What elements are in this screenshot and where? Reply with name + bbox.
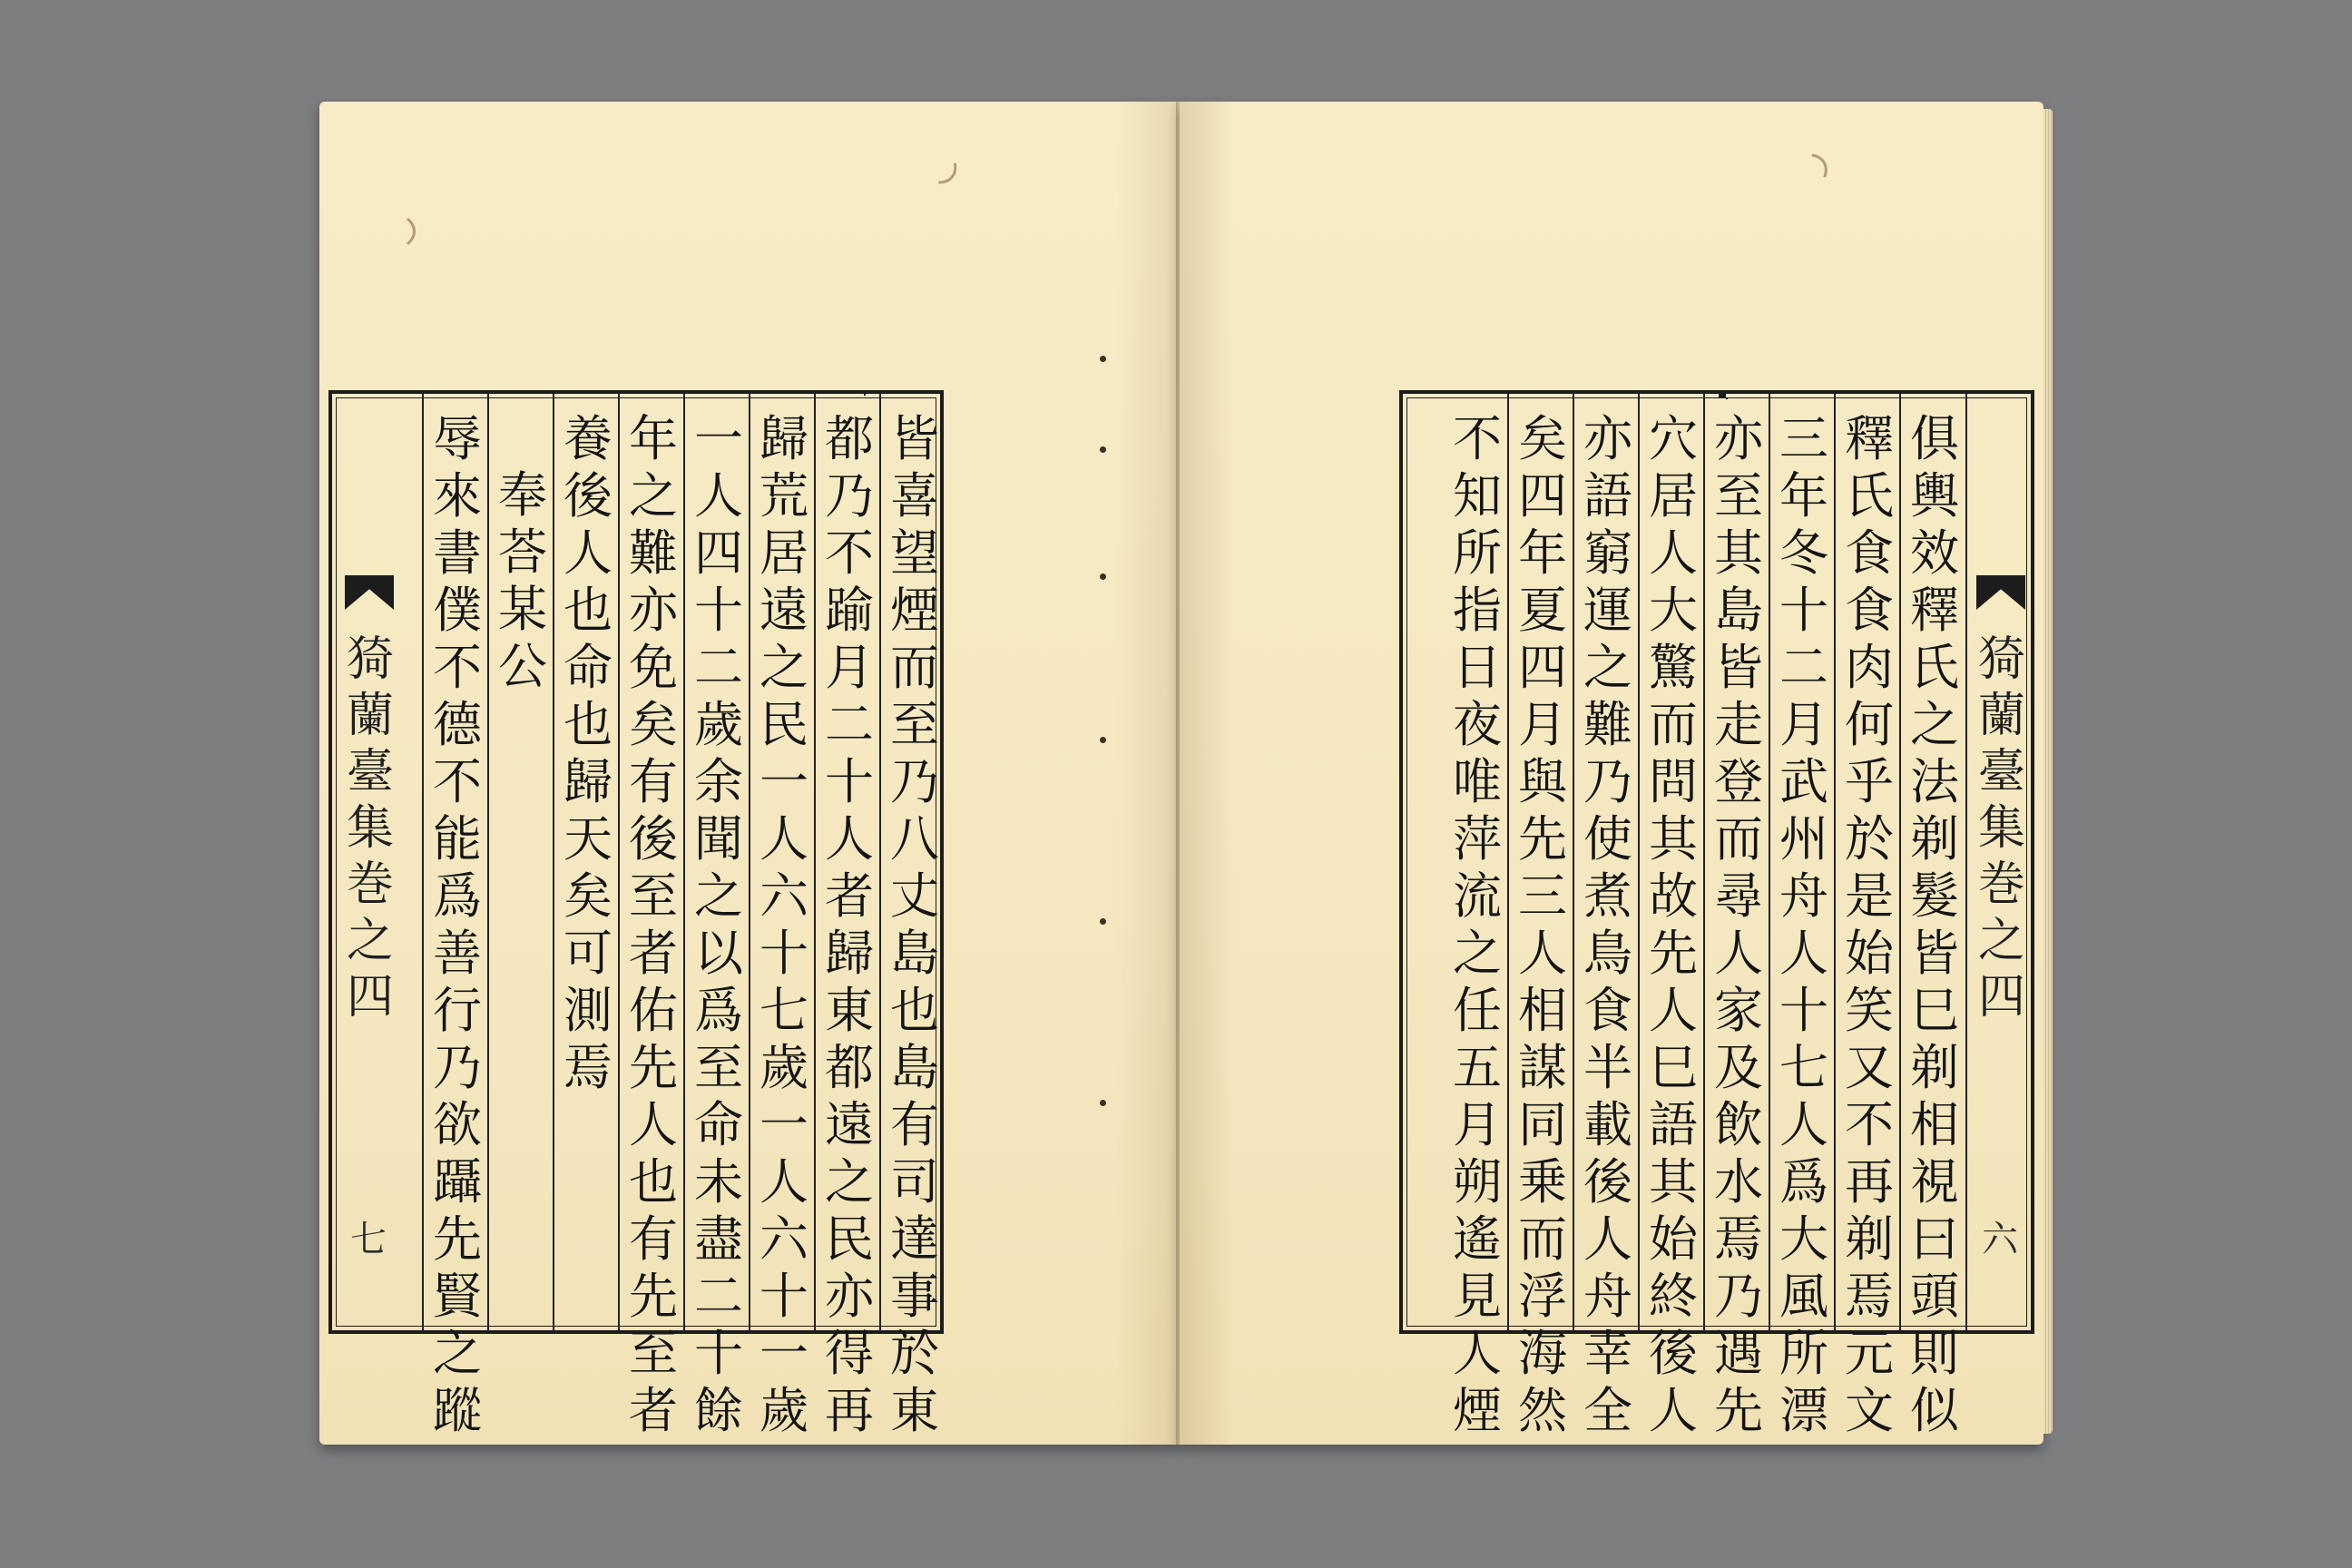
text-column: 一人四十二歲余聞之以爲至命未盡二十餘 [694, 410, 743, 1439]
left-page [319, 102, 1180, 1445]
text-column: 矣四年夏四月與先三人相謀同乗而浮海然 [1518, 410, 1567, 1439]
stitch-hole [1100, 737, 1106, 743]
text-column: 不知所指日夜唯萍流之任五月朔遙見人煙 [1453, 410, 1502, 1439]
text-column: 年之難亦免矣有後至者佑先人也有先至者 [629, 410, 678, 1439]
paper-damage [356, 211, 416, 252]
margin-title: 猗蘭臺集巻之四 [1977, 632, 2025, 1024]
margin-title-strip [341, 394, 397, 1328]
text-column: 歸荒居遠之民一人六十七歲一人六十一歲 [760, 410, 808, 1439]
margin-title: 猗蘭臺集巻之四 [346, 632, 394, 1024]
left-text-block [328, 390, 944, 1439]
folio-number: 七 [350, 1219, 387, 1260]
text-column: 養後人也命也歸天矣可測焉 [564, 410, 612, 1096]
stitch-hole [1100, 356, 1106, 362]
text-column: 亦至其島皆走登而尋人家及飲水焉乃遇先 [1714, 410, 1763, 1439]
text-column: 三年冬十二月武州舟人十七人爲大風所漂 [1779, 410, 1828, 1439]
right-printed-block [860, 390, 861, 391]
text-column: 釋氏食食肉何乎於是始笑又不再剃焉元文 [1845, 410, 1894, 1439]
open-book [319, 102, 2043, 1445]
fishtail-mark [1976, 575, 2025, 610]
stitch-hole [1100, 573, 1106, 580]
right-block [1399, 390, 2034, 1439]
page-edges [2043, 109, 2053, 1434]
text-column: 亦語窮運之難乃使煮鳥食半載後人舟幸全 [1583, 410, 1632, 1439]
text-column: 都乃不踰月二十人者歸東都遠之民亦得再 [825, 410, 874, 1439]
paper-damage [894, 123, 966, 194]
text-column: 俱輿效釋氏之法剃髮皆巳剃相視曰頭則似 [1910, 410, 1959, 1439]
stitch-hole [1100, 1100, 1106, 1106]
stitch-hole [1100, 446, 1106, 453]
text-column: 辱來書僕不德不能爲善行乃欲躡先賢之蹤 [433, 410, 482, 1439]
folio-number: 六 [1982, 1219, 2018, 1260]
heading-column: 奉荅某公 [498, 466, 547, 695]
text-column: 穴居人大驚而問其故先人巳語其始終後人 [1649, 410, 1698, 1439]
text-column: 皆喜望煙而至乃八丈島也島有司達事於東 [890, 410, 939, 1439]
paper-damage [1763, 144, 1836, 211]
fishtail-mark [345, 575, 394, 610]
stitch-hole [1100, 918, 1106, 925]
margin-title-strip [1973, 394, 2029, 1328]
